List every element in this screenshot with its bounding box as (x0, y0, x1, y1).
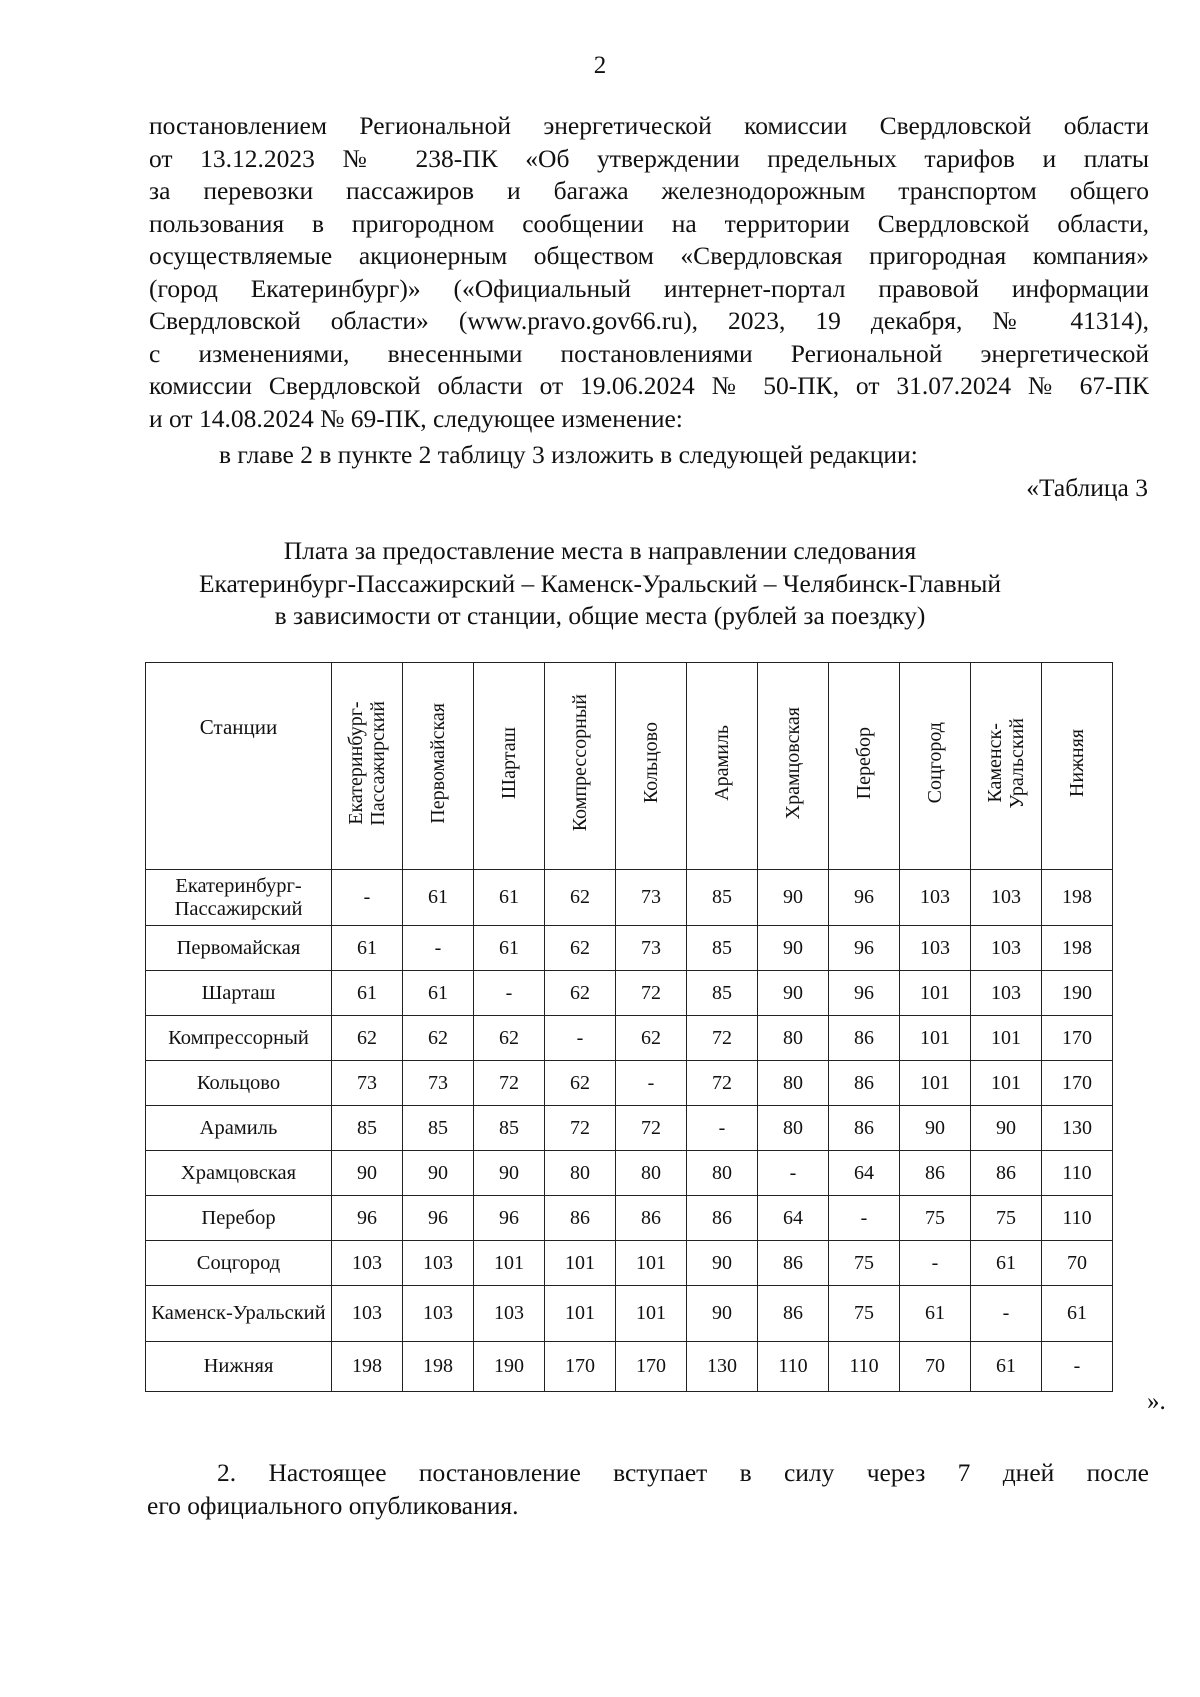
fare-cell: 90 (403, 1151, 474, 1196)
row-station-name: Нижняя (146, 1342, 332, 1392)
fare-cell: 198 (1042, 870, 1113, 926)
fare-cell: 190 (474, 1342, 545, 1392)
fare-cell: 103 (900, 926, 971, 971)
column-header-label: Компрессорный (569, 694, 591, 832)
column-header-label: Соцгород (924, 722, 946, 804)
fare-cell: 86 (900, 1151, 971, 1196)
fare-cell: 170 (1042, 1061, 1113, 1106)
fare-cell: 90 (971, 1106, 1042, 1151)
fare-cell: 86 (616, 1196, 687, 1241)
table-row (146, 1106, 1113, 1151)
table-row (146, 1241, 1113, 1286)
column-header-label: Каменск- Уральский (984, 717, 1028, 809)
fare-cell: 61 (900, 1286, 971, 1342)
fare-cell: 80 (545, 1151, 616, 1196)
fare-cell: 75 (971, 1196, 1042, 1241)
fare-cell: 86 (687, 1196, 758, 1241)
fare-cell: 96 (829, 971, 900, 1016)
row-station-name: Екатеринбург-Пассажирский (146, 870, 332, 926)
fare-table (145, 662, 1113, 1392)
fare-cell: 130 (687, 1342, 758, 1392)
intro-line: с изменениями, внесенными постановлениями Региональной энергетической (149, 338, 1149, 368)
column-header-label: Шарташ (498, 726, 520, 800)
fare-cell: 85 (403, 1106, 474, 1151)
fare-cell: 61 (971, 1342, 1042, 1392)
table-row (146, 926, 1113, 971)
fare-cell: 170 (1042, 1016, 1113, 1061)
fare-cell: 170 (545, 1342, 616, 1392)
table-header-row (146, 663, 1113, 870)
column-header-label: Первомайская (427, 702, 449, 824)
fare-cell: 61 (332, 971, 403, 1016)
fare-cell: 62 (545, 971, 616, 1016)
fare-cell: 103 (971, 971, 1042, 1016)
fare-cell: 73 (616, 870, 687, 926)
fare-cell: - (332, 870, 403, 926)
intro-line: осуществляемые акционерным обществом «Свердловская пригородная компания» (149, 241, 1149, 270)
fare-cell: 62 (545, 926, 616, 971)
fare-cell: 90 (332, 1151, 403, 1196)
fare-cell: 90 (758, 926, 829, 971)
fare-cell: - (1042, 1342, 1113, 1392)
fare-cell: 101 (616, 1241, 687, 1286)
closing-quote-mark: ». (1147, 1388, 1166, 1415)
table-caption (0, 535, 1200, 633)
closing-line: его официального опубликования. (147, 1491, 519, 1520)
fare-cell: 103 (971, 870, 1042, 926)
column-header-label: Кольцово (640, 722, 662, 804)
fare-cell: 85 (687, 926, 758, 971)
fare-cell: 62 (616, 1016, 687, 1061)
fare-cell: 85 (332, 1106, 403, 1151)
fare-cell: - (829, 1196, 900, 1241)
fare-cell: 110 (758, 1342, 829, 1392)
fare-cell: 101 (616, 1286, 687, 1342)
fare-cell: 85 (687, 971, 758, 1016)
fare-cell: 90 (687, 1241, 758, 1286)
fare-cell: 75 (829, 1286, 900, 1342)
fare-cell: 101 (971, 1016, 1042, 1061)
fare-cell: 62 (403, 1016, 474, 1061)
table-row (146, 1342, 1113, 1392)
fare-cell: 64 (829, 1151, 900, 1196)
fare-cell: 80 (758, 1061, 829, 1106)
fare-cell: - (687, 1106, 758, 1151)
intro-line: и от 14.08.2024 № 69-ПК, следующее изменение: (149, 403, 683, 433)
fare-cell: 75 (829, 1241, 900, 1286)
column-header (474, 663, 545, 870)
column-header (616, 663, 687, 870)
column-header (829, 663, 900, 870)
fare-cell: 75 (900, 1196, 971, 1241)
fare-cell: - (474, 971, 545, 1016)
fare-cell: 72 (616, 1106, 687, 1151)
fare-cell: 64 (758, 1196, 829, 1241)
fare-cell: 86 (829, 1106, 900, 1151)
fare-cell: 80 (758, 1016, 829, 1061)
page-number: 2 (593, 52, 607, 79)
intro-line: постановлением Региональной энергетической комиссии Свердловской области (149, 111, 1149, 140)
row-station-name: Арамиль (146, 1106, 332, 1151)
fare-cell: 101 (545, 1286, 616, 1342)
fare-cell: 73 (403, 1061, 474, 1106)
fare-cell: 86 (829, 1061, 900, 1106)
fare-cell: 86 (758, 1241, 829, 1286)
fare-cell: 103 (474, 1286, 545, 1342)
fare-cell: 70 (1042, 1241, 1113, 1286)
table-row (146, 1286, 1113, 1342)
fare-cell: 62 (545, 1061, 616, 1106)
fare-cell: 90 (758, 971, 829, 1016)
fare-cell: 90 (900, 1106, 971, 1151)
fare-cell: 103 (403, 1241, 474, 1286)
fare-cell: 72 (545, 1106, 616, 1151)
fare-cell: 101 (474, 1241, 545, 1286)
fare-cell: - (900, 1241, 971, 1286)
fare-cell: 190 (1042, 971, 1113, 1016)
fare-cell: 61 (403, 971, 474, 1016)
fare-cell: 80 (687, 1151, 758, 1196)
table-row (146, 1016, 1113, 1061)
intro-line: (город Екатеринбург)» («Официальный интернет-портал правовой информации (149, 273, 1149, 303)
fare-cell: 61 (1042, 1286, 1113, 1342)
fare-cell: 90 (758, 870, 829, 926)
fare-cell: 86 (545, 1196, 616, 1241)
row-station-name: Соцгород (146, 1241, 332, 1286)
fare-cell: 61 (403, 870, 474, 926)
fare-cell: 85 (687, 870, 758, 926)
fare-cell: - (403, 926, 474, 971)
table-row (146, 870, 1113, 926)
column-header (900, 663, 971, 870)
fare-cell: 96 (829, 926, 900, 971)
column-header-label: Арамиль (711, 725, 733, 801)
fare-cell: 101 (900, 1061, 971, 1106)
fare-cell: 103 (403, 1286, 474, 1342)
column-header (687, 663, 758, 870)
fare-cell: 96 (829, 870, 900, 926)
column-header-label: Храмцовская (782, 706, 804, 820)
fare-cell: 110 (829, 1342, 900, 1392)
row-station-name: Кольцово (146, 1061, 332, 1106)
column-header-label: Екатеринбург- Пассажирский (345, 700, 389, 826)
fare-cell: 61 (332, 926, 403, 971)
fare-cell: 72 (687, 1016, 758, 1061)
corner-header: Станции (146, 663, 332, 870)
fare-cell: 72 (616, 971, 687, 1016)
column-header (403, 663, 474, 870)
fare-cell: - (616, 1061, 687, 1106)
fare-cell: 198 (403, 1342, 474, 1392)
fare-cell: 62 (474, 1016, 545, 1061)
fare-cell: 70 (900, 1342, 971, 1392)
table-row (146, 1196, 1113, 1241)
intro-line: за перевозки пассажиров и багажа железнодорожным транспортом общего (149, 176, 1149, 205)
fare-cell: 103 (971, 926, 1042, 971)
fare-cell: 101 (900, 971, 971, 1016)
fare-cell: 86 (758, 1286, 829, 1342)
fare-cell: 198 (332, 1342, 403, 1392)
fare-cell: 86 (971, 1151, 1042, 1196)
fare-cell: 101 (971, 1061, 1042, 1106)
column-header-label: Перебор (853, 726, 875, 800)
caption-line: Плата за предоставление места в направлении следования (283, 536, 917, 565)
column-header (545, 663, 616, 870)
column-header (332, 663, 403, 870)
fare-cell: - (545, 1016, 616, 1061)
table-row (146, 971, 1113, 1016)
column-header (1042, 663, 1113, 870)
fare-cell: 80 (616, 1151, 687, 1196)
fare-cell: 198 (1042, 926, 1113, 971)
fare-cell: 110 (1042, 1151, 1113, 1196)
amendment-instruction: в главе 2 в пункте 2 таблицу 3 изложить в следующей редакции: (219, 440, 918, 469)
row-station-name: Перебор (146, 1196, 332, 1241)
row-station-name: Первомайская (146, 926, 332, 971)
fare-cell: 73 (332, 1061, 403, 1106)
fare-cell: 73 (616, 926, 687, 971)
fare-cell: 90 (474, 1151, 545, 1196)
fare-cell: 110 (1042, 1196, 1113, 1241)
intro-line: пользования в пригородном сообщении на территории Свердловской области, (149, 208, 1149, 238)
fare-cell: 103 (332, 1286, 403, 1342)
caption-line: в зависимости от станции, общие места (рублей за поездку) (274, 601, 926, 630)
fare-cell: 130 (1042, 1106, 1113, 1151)
fare-cell: 62 (332, 1016, 403, 1061)
fare-cell: 101 (900, 1016, 971, 1061)
intro-line: от 13.12.2023 № 238-ПК «Об утверждении предельных тарифов и платы (149, 143, 1149, 173)
fare-cell: 90 (687, 1286, 758, 1342)
fare-cell: 103 (332, 1241, 403, 1286)
column-header-label: Нижняя (1066, 728, 1088, 798)
closing-paragraph (147, 1456, 1149, 1522)
fare-cell: 170 (616, 1342, 687, 1392)
table-reference: «Таблица 3 (1026, 473, 1148, 502)
closing-line: 2. Настоящее постановление вступает в силу через 7 дней после (217, 1458, 1149, 1487)
fare-cell: 72 (474, 1061, 545, 1106)
row-station-name: Храмцовская (146, 1151, 332, 1196)
fare-cell: 96 (474, 1196, 545, 1241)
fare-cell: 101 (545, 1241, 616, 1286)
fare-cell: 86 (829, 1016, 900, 1061)
column-header (971, 663, 1042, 870)
fare-cell: 96 (403, 1196, 474, 1241)
intro-line: Свердловской области» (www.pravo.gov66.ru), 2023, 19 декабря, № 41314), (149, 306, 1149, 335)
fare-cell: - (758, 1151, 829, 1196)
row-station-name: Компрессорный (146, 1016, 332, 1061)
fare-cell: 61 (474, 870, 545, 926)
table-row (146, 1151, 1113, 1196)
fare-cell: 80 (758, 1106, 829, 1151)
fare-cell: 72 (687, 1061, 758, 1106)
fare-cell: 103 (900, 870, 971, 926)
fare-cell: 85 (474, 1106, 545, 1151)
column-header (758, 663, 829, 870)
row-station-name: Шарташ (146, 971, 332, 1016)
caption-line: Екатеринбург-Пассажирский – Каменск-Уральский – Челябинск-Главный (198, 568, 1002, 598)
fare-cell: 62 (545, 870, 616, 926)
table-row (146, 1061, 1113, 1106)
fare-cell: 61 (971, 1241, 1042, 1286)
fare-cell: 61 (474, 926, 545, 971)
fare-cell: 96 (332, 1196, 403, 1241)
row-station-name: Каменск-Уральский (146, 1286, 332, 1342)
intro-paragraph (149, 110, 1149, 435)
fare-cell: - (971, 1286, 1042, 1342)
intro-line: комиссии Свердловской области от 19.06.2024 № 50-ПК, от 31.07.2024 № 67-ПК (149, 371, 1149, 400)
